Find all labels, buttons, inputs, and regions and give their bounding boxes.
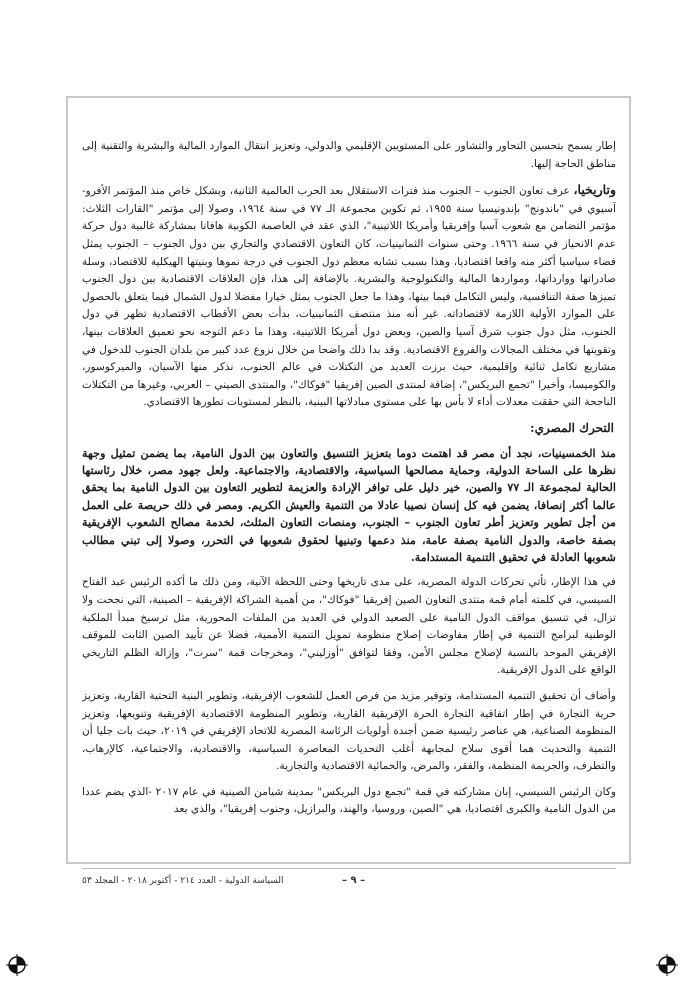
paragraph-framework: في هذا الإطار، تأتي تحركات الدولة المصرية، على مدى تاريخها وحتى اللحظة الآنية، ومن ذلك ما أكده الرئيس عبد الفتاح السيسي، في كلمته أمام قمة منتدى التعاون الصين إفريقيا "فوكاك"، من أهمية الشراكة الإفريقية – الصينية، التي نجحت ولا تزال، في تنسيق مواقف الدول النامية على الصعيد الدولي في العديد من الملفات المحورية، مثل ترسيخ مبدأ الملكية الوطنية لبرامج التنمية في إطار مفاوضات إصلاح منظومة تمويل التنمية الأممية، فضلا عن تأييد الصين الثابت للموقف الإفريقي الموحد بالنسبة لإصلاح مجلس الأمن، وفقا لتوافق "أوزليني"، ومخرجات قمة "سرت"، وإزالة الظلم التاريخي الواقع على الدول الإفريقية. (82, 576, 616, 677)
paragraph-egypt-bold: منذ الخمسينيات، نجد أن مصر قد اهتمت دوما بتعزيز التنسيق والتعاون بين الدول النامية، بما يضمن تمثيل وجهة نظرها على الساحة الدولية، وحماية مصالحها السياسية، والاقتصادية، والاجتماعية. ولعل جهود مصر، خلال رئاستها الحالية لمجموعة الـ ٧٧ والصين، خير دليل على توافر الإرادة والعزيمة لتطوير التعاون بين الدول النامية بما يحقق عالما أكثر إنصافا، يضمن فيه كل إنسان نصيبا عادلا من التنمية والعيش الكريم. ومصر في ذلك حريصة على العمل من أجل تطوير وتعزيز أطر تعاون الجنوب – الجنوب، ومنصات التعاون المثلث، لخدمة مصالح الشعوب الإفريقية بصفة خاصة، والدول النامية بصفة عامة، منذ دعمها وتبنيها لحقوق شعوبها في التحرر، وصولا إلى تبني مطالب شعوبها العادلة في تحقيق التنمية المستدامة. (82, 445, 616, 564)
crosshair-target-icon (6, 954, 28, 976)
paragraph-history (82, 181, 616, 412)
footer-divider (82, 868, 616, 869)
crosshair-target-icon (656, 954, 678, 976)
section-heading: التحرك المصري: (530, 420, 614, 435)
page-footer (82, 876, 616, 896)
paragraph-development: وأضاف أن تحقيق التنمية المستدامة، وتوفير مزيد من فرص العمل للشعوب الإفريقية، وتطوير البنية التحتية القارية، وتعزيز حرية التجارة في إطار اتفاقية التجارة الحرة الإفريقية القارية، وتطوير المنظومة الاقتصادية الإفريقية وتنويعها، وتعزيز المنظومة الصناعية، هي عناصر رئيسية ضمن أجندة أولويات الرئاسة المصرية للاتحاد الإفريقي في ٢٠١٩، حيث بات جليا أن التنمية والتحديث هما أقوى سلاح لمجابهة أغلب التحديات المعاصرة السياسية، والاقتصادية، والاجتماعية، كالإرهاب، والتطرف، والجريمة المنظمة، والفقر، والمرض، والحمائية الاقتصادية والتجارية. (82, 689, 616, 773)
page-number: – ٩ – (342, 875, 366, 886)
paragraph-intro-continuation: إطار يسمح بتحسين التحاور والتشاور على المستويين الإقليمي والدولي، وتعزيز انتقال الموارد المالية والبشرية والتقنية إلى مناطق الحاجة إليها. (82, 140, 616, 170)
paragraph-history-text: عرف تعاون الجنوب – الجنوب منذ فترات الاستقلال بعد الحرب العالمية الثانية، وبشكل خاص منذ المؤتمر الأفرو-آسيوي في "باندونج" بإندونيسيا سنة ١٩٥٥، ثم تكوين مجموعة الـ ٧٧ في سنة ١٩٦٤، وصولا إلى مؤتمر "القارات الثلاث: مؤتمر التضامن مع شعوب آسيا وإفريقيا وأمريكا اللاتينية"، الذي عقد في العاصمة الكوبية هافانا بمشاركة غالبية دول حركة عدم الانحياز في سنة ١٩٦٦. وحتى سنوات الثمانينيات، كان التعاون الاقتصادي والتجاري بين دول الجنوب – الجنوب يمثل فضاء سياسيا أكثر منه واقعا اقتصاديا، وهذا بسبب تشابه معظم دول الجنوب في درجة نموها وبنيتها الهيكلية للاقتصاد، وسلة صادراتها ووارداتها، ومواردها المالية والتكنولوجية والبشرية. بالإضافة إلى هذا، فإن العلاقات الاقتصادية بين دول الجنوب تميزها صفة التنافسية، وليس التكامل فيما بينها، وهذا ما جعل الجنوب يمثل خيارا مفضلا لدول الشمال فيما يتعلق بالحصول على الموارد الأولية اللازمة لاقتصاداته. غير أنه منذ منتصف الثمانينيات، بدأت بعض الأقطاب الاقتصادية تظهر في دول الجنوب، مثل دول جنوب شرق آسيا والصين، وبعض دول أمريكا اللاتينية، وهذا ما دعم التوجه نحو تعميق العلاقات بينها، وتقويتها في مختلف المجالات والفروع الاقتصادية. وقد بدا ذلك واضحا من خلال نزوع عدد كبير من بلدان الجنوب للدخول في مشاريع تكامل ثنائية وإقليمية، حيث برزت العديد من التكتلات في عالم الجنوب، نذكر منها الآسيان، والميركوسور، والكوميسا، وأخيرا "تجمع البريكس"، إضافة لمنتدى الصين إفريقيا "فوكاك"، والمنتدى الصيني – العربي، وغيرها من التكتلات الناجحة التي حققت معدلات أداء لا بأس بها على مستوى مبادلاتها البينية، بالنظر لمستويات تطورها الاقتصادي. (82, 185, 616, 409)
lead-word: وتاريخيا، (573, 182, 616, 198)
journal-info: السياسة الدولية - العدد ٢١٤ - أكتوبر ٢٠١٨ - المجلد ٥٣ (82, 876, 284, 886)
article-body (82, 138, 616, 850)
paragraph-brics: وكان الرئيس السيسي، إبان مشاركته في قمة "تجمع دول البريكس" بمدينة شيامن الصينية في عام ٢٠١٧ -الذي يضم عددا من الدول النامية والكبرى اقتصاديا، هي "الصين، وروسيا، والهند، والبرازيل، وجنوب إفريقيا"، والذي يعد (82, 785, 616, 816)
